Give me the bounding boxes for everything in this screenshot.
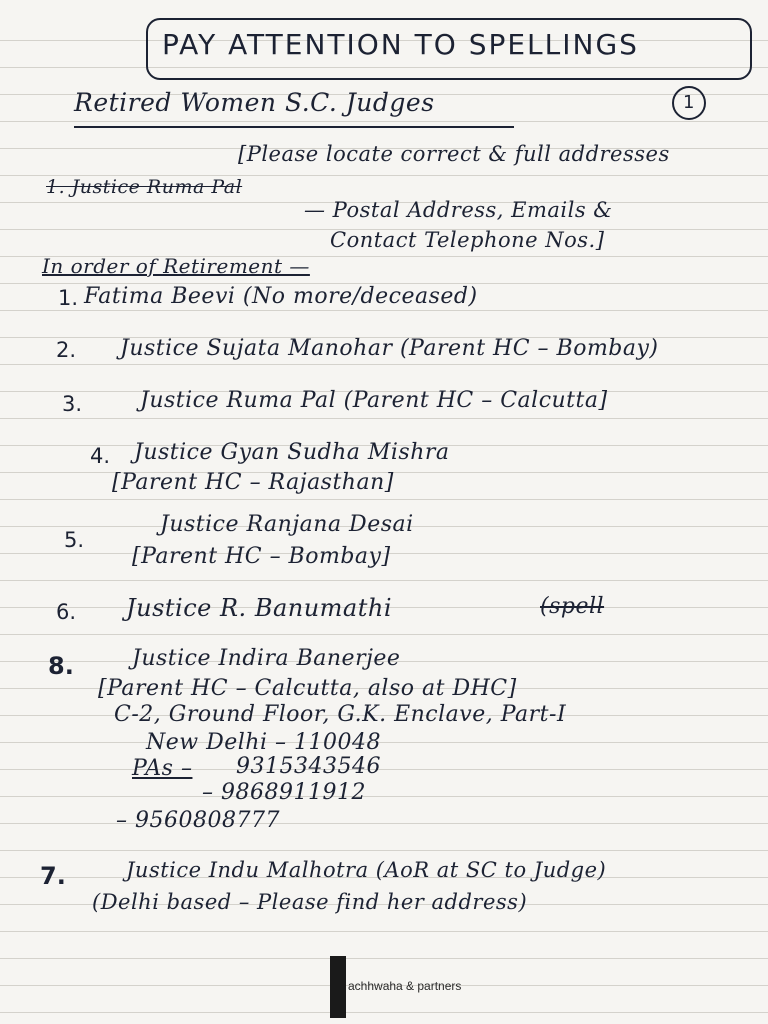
address-line: New Delhi – 110048 bbox=[146, 730, 381, 755]
list-item: Fatima Beevi (No more/deceased) bbox=[84, 284, 478, 309]
item-number: 7. bbox=[40, 862, 66, 890]
phone-number: – 9560808777 bbox=[116, 808, 280, 833]
instruction-line-2: — Postal Address, Emails & bbox=[304, 198, 613, 222]
subtitle-underline bbox=[74, 126, 514, 128]
list-item-detail: [Parent HC – Calcutta, also at DHC] bbox=[98, 676, 517, 701]
address-line: C-2, Ground Floor, G.K. Enclave, Part-I bbox=[114, 702, 567, 727]
item-number: 5. bbox=[64, 528, 85, 552]
page-title: PAY ATTENTION TO SPELLINGS bbox=[162, 28, 639, 61]
subtitle: Retired Women S.C. Judges bbox=[74, 88, 435, 117]
instruction-line-1: [Please locate correct & full addresses bbox=[238, 142, 670, 166]
item-number: 1. bbox=[58, 286, 79, 310]
item-number: 2. bbox=[56, 338, 77, 362]
list-item: Justice Ranjana Desai bbox=[160, 512, 414, 537]
list-item-detail: [Parent HC – Rajasthan] bbox=[112, 470, 394, 495]
phone-number: – 9868911912 bbox=[202, 780, 366, 805]
item-number: 3. bbox=[62, 392, 83, 416]
list-item: Justice Indu Malhotra (AoR at SC to Judge) bbox=[126, 858, 607, 882]
list-item: Justice Gyan Sudha Mishra bbox=[134, 440, 450, 465]
list-item: Justice Indira Banerjee bbox=[132, 646, 401, 671]
struck-text: (spell bbox=[540, 594, 605, 619]
phone-label: PAs – bbox=[132, 756, 193, 781]
list-item-detail: (Delhi based – Please find her address) bbox=[92, 890, 528, 914]
list-item-detail: [Parent HC – Bombay] bbox=[132, 544, 391, 569]
logo-bar bbox=[330, 956, 346, 1018]
list-item: Justice Ruma Pal (Parent HC – Calcutta] bbox=[140, 388, 608, 413]
list-item: Justice Sujata Manohar (Parent HC – Bombay) bbox=[120, 336, 659, 361]
phone-number: 9315343546 bbox=[236, 754, 381, 779]
item-number: 4. bbox=[90, 444, 111, 468]
struck-text: 1. Justice Ruma Pal bbox=[46, 176, 243, 198]
order-heading: In order of Retirement — bbox=[42, 254, 310, 278]
footer-logo-text: achhwaha & partners bbox=[348, 979, 462, 993]
instruction-line-3: Contact Telephone Nos.] bbox=[330, 228, 605, 252]
page-number: 1 bbox=[672, 86, 706, 120]
item-number: 6. bbox=[56, 600, 77, 624]
item-number: 8. bbox=[48, 652, 74, 680]
list-item: Justice R. Banumathi bbox=[126, 594, 393, 622]
